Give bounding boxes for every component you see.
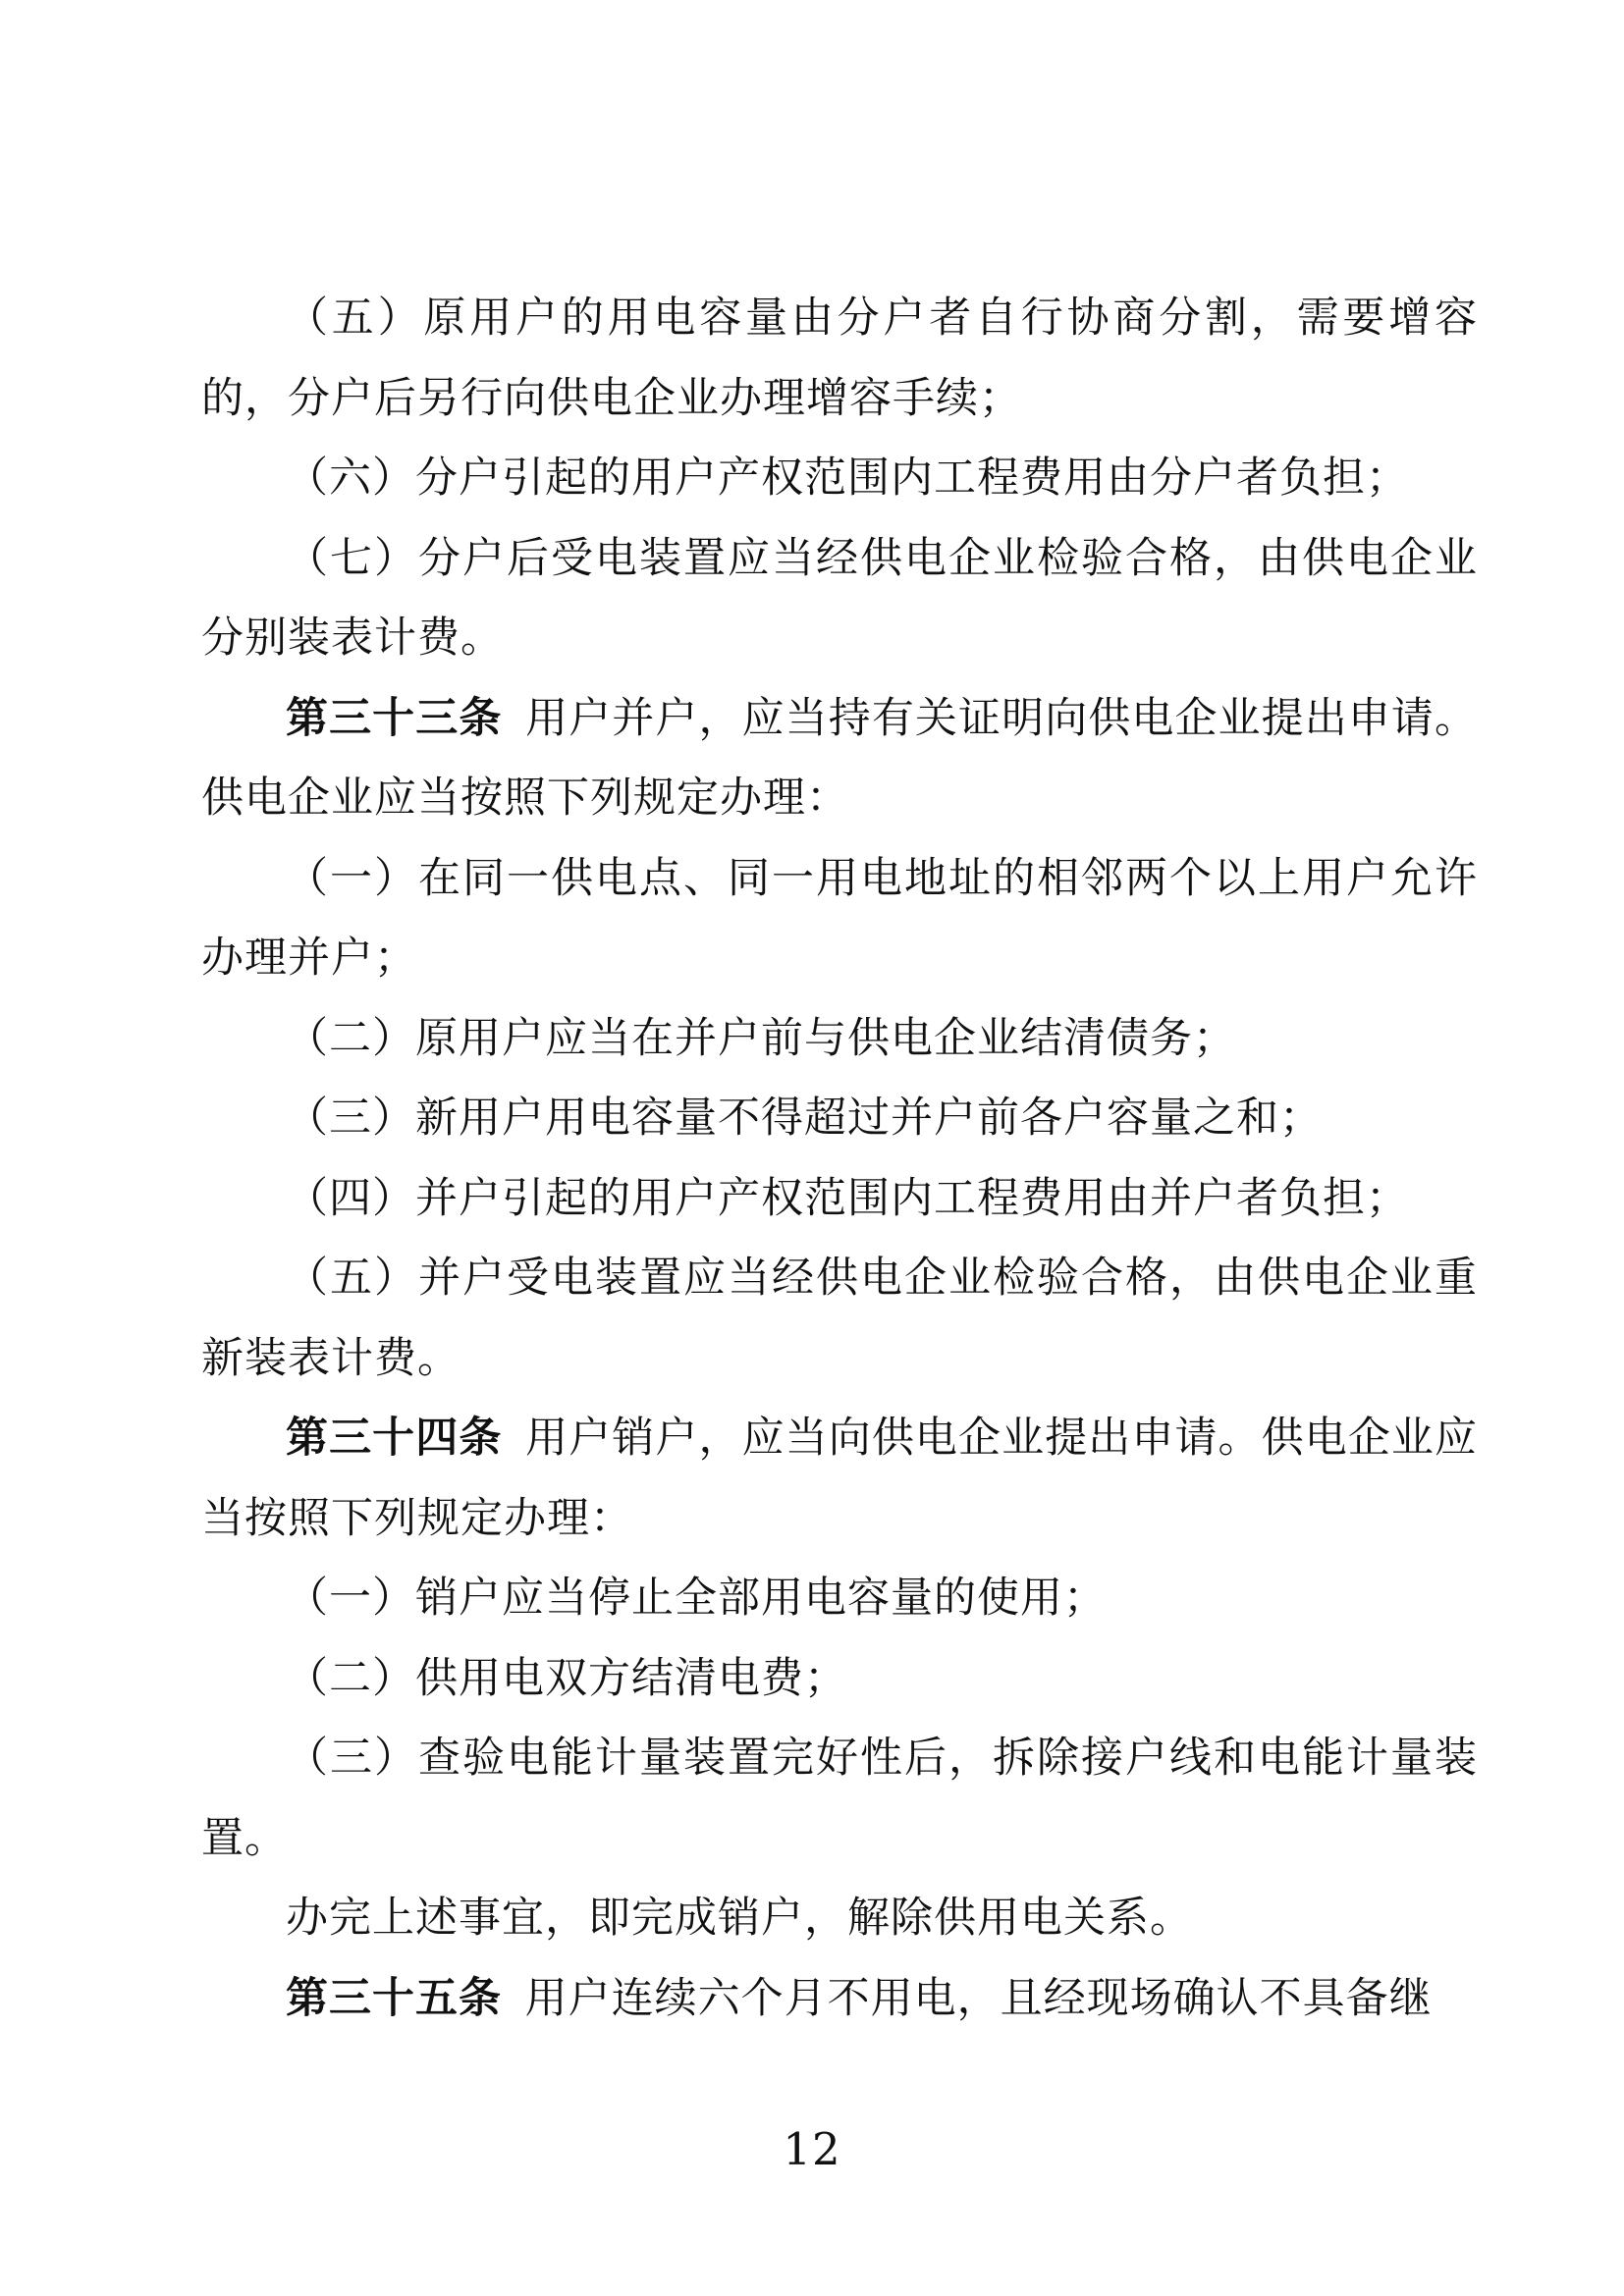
document-body	[201, 279, 1478, 2039]
paragraph-text: 用户销户，应当向供电企业提出申请。供电企业应当按照下列规定办理：	[201, 1414, 1479, 1543]
paragraph	[201, 999, 1478, 1080]
paragraph	[201, 1719, 1478, 1879]
article-paragraph	[201, 679, 1478, 839]
paragraph-text: 办完上述事宜，即完成销户，解除供用电关系。	[286, 1894, 1193, 1943]
paragraph	[201, 839, 1478, 999]
paragraph-text: （二）原用户应当在并户前与供电企业结清债务；	[286, 1013, 1236, 1063]
paragraph-text: （三）新用户用电容量不得超过并户前各户容量之和；	[286, 1094, 1323, 1143]
page-number: 12	[783, 2123, 841, 2175]
paragraph-text: （五）并户受电装置应当经供电企业检验合格，由供电企业重新装表计费。	[201, 1254, 1478, 1383]
article-number: 第三十五条	[286, 1973, 502, 2023]
paragraph-text: （二）供用电双方结清电费；	[286, 1653, 847, 1703]
paragraph-text: 用户并户，应当持有关证明向供电企业提出申请。供电企业应当按照下列规定办理：	[201, 693, 1479, 823]
paragraph	[201, 1159, 1478, 1240]
paragraph	[201, 1879, 1478, 1959]
paragraph	[201, 439, 1478, 519]
paragraph-text: （四）并户引起的用户产权范围内工程费用由并户者负担；	[286, 1173, 1409, 1223]
paragraph-text: （一）在同一供电点、同一用电地址的相邻两个以上用户允许办理并户；	[201, 853, 1478, 983]
paragraph-text: （一）销户应当停止全部用电容量的使用；	[286, 1574, 1107, 1623]
paragraph-text: （六）分户引起的用户产权范围内工程费用由分户者负担；	[286, 454, 1409, 503]
article-number: 第三十三条	[286, 693, 503, 743]
article-number: 第三十四条	[286, 1414, 503, 1463]
paragraph-text: 用户连续六个月不用电，且经现场确认不具备继	[524, 1973, 1433, 2023]
paragraph	[201, 1639, 1478, 1720]
paragraph	[201, 279, 1478, 439]
paragraph-text: （七）分户后受电装置应当经供电企业检验合格，由供电企业分别装表计费。	[201, 533, 1478, 663]
article-paragraph	[201, 1399, 1478, 1559]
paragraph	[201, 1559, 1478, 1639]
article-paragraph	[201, 1959, 1478, 2040]
paragraph	[201, 1079, 1478, 1159]
paragraph	[201, 519, 1478, 679]
paragraph	[201, 1239, 1478, 1399]
paragraph-text: （五）原用户的用电容量由分户者自行协商分割，需要增容的，分户后另行向供电企业办理增容手续；	[201, 294, 1478, 423]
paragraph-text: （三）查验电能计量装置完好性后，拆除接户线和电能计量装置。	[201, 1734, 1478, 1863]
